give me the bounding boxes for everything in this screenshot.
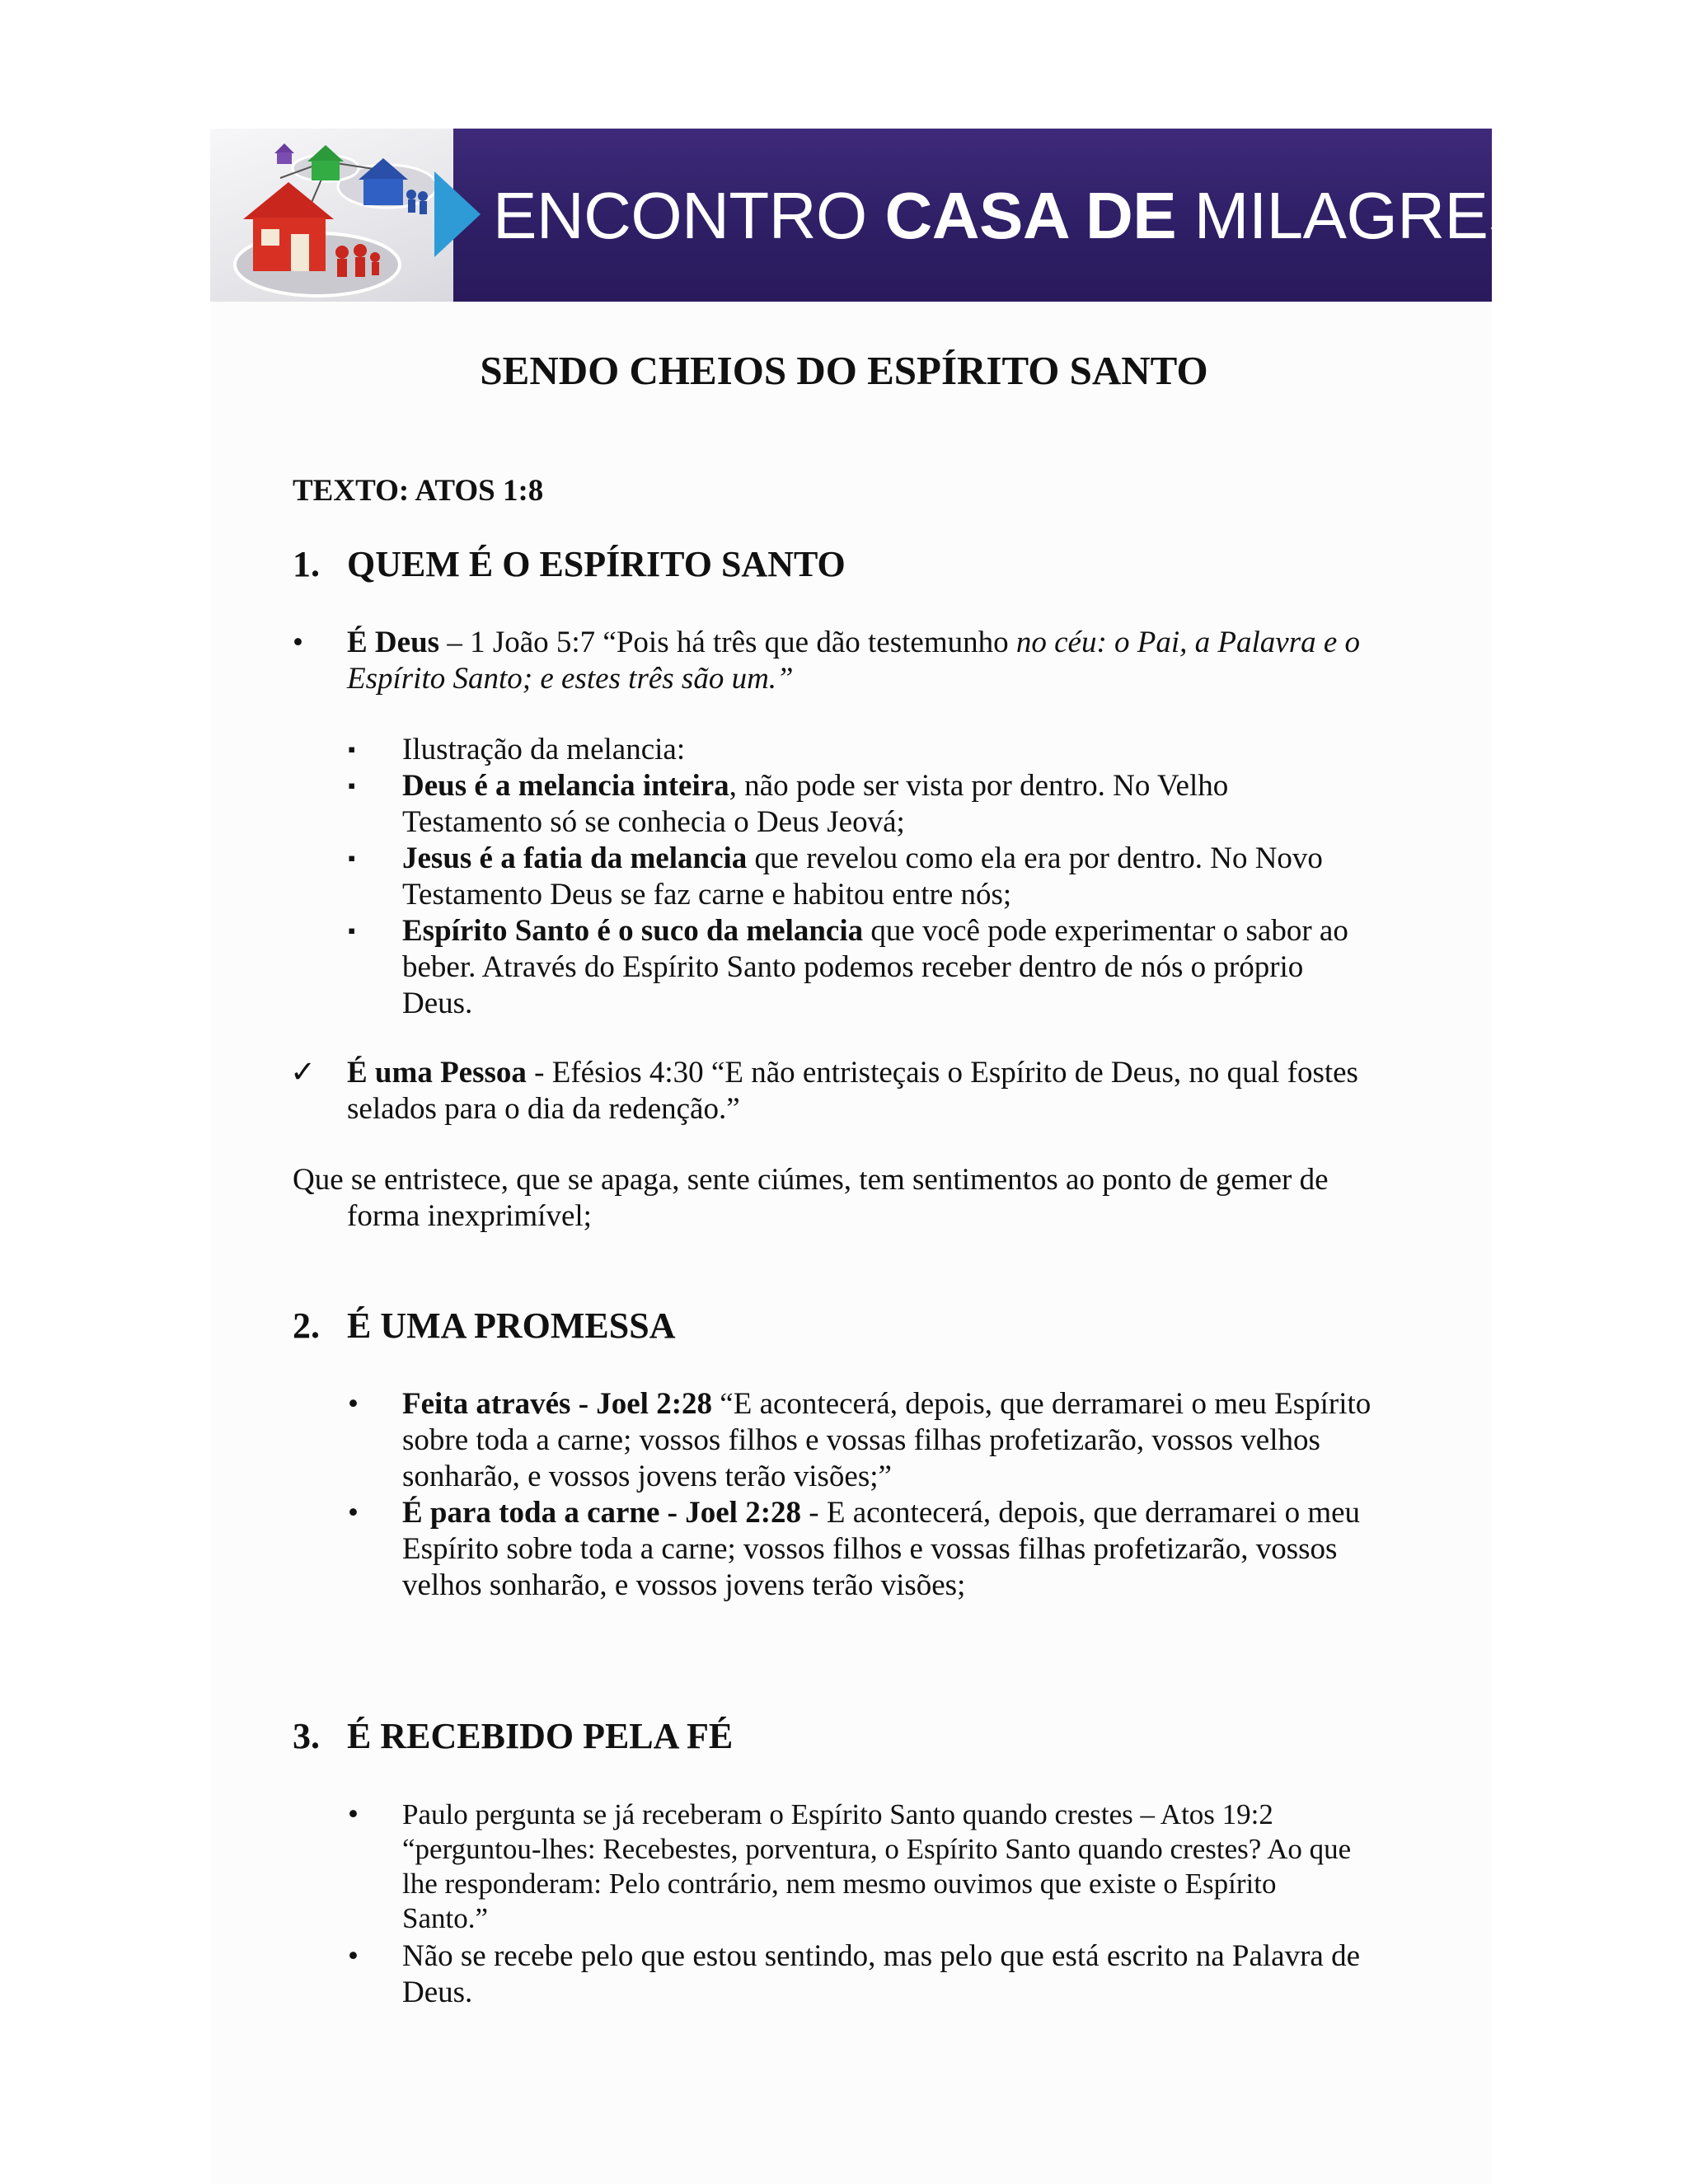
bullet-icon: •	[348, 1797, 359, 1831]
bullet-feita-atraves-cont2: sonharão, e vossos jovens terão visões;”	[402, 1460, 892, 1493]
sub-item-jesus-cont: Testamento Deus se faz carne e habitou entre nós;	[402, 878, 1012, 912]
section-3-heading: 3. É RECEBIDO PELA FÉ	[293, 1716, 734, 1756]
check-item-pessoa-cont: selados para o dia da redenção.”	[347, 1092, 740, 1126]
bullet-icon: •	[348, 1387, 359, 1421]
bullet-nao-se-recebe: Não se recebe pelo que estou sentindo, mas pelo que está escrito na Palavra de	[402, 1939, 1360, 1973]
sub-item-ilustracao: Ilustração da melancia:	[402, 733, 686, 766]
bullet-e-deus-cont: Espírito Santo; e estes três são um.”	[347, 662, 794, 696]
bullet-icon: •	[293, 626, 303, 659]
houses-illustration	[210, 129, 453, 302]
section-1-heading: 1. QUEM É O ESPÍRITO SANTO	[293, 544, 846, 584]
bullet-paulo: Paulo pergunta se já receberam o Espírito Santo quando crestes – Atos 19:2	[402, 1798, 1273, 1830]
square-bullet-icon: ▪	[348, 738, 356, 762]
texto-reference: TEXTO: ATOS 1:8	[293, 474, 544, 508]
bullet-feita-atraves-cont: sobre toda a carne; vossos filhos e vossas filhas profetizarão, vossos velhos	[402, 1423, 1320, 1457]
document-title: SENDO CHEIOS DO ESPÍRITO SANTO	[480, 348, 1208, 393]
section-2-heading: 2. É UMA PROMESSA	[293, 1305, 676, 1346]
header-banner	[210, 129, 1532, 302]
bullet-nao-se-recebe-cont: Deus.	[402, 1975, 473, 2009]
bullet-paulo-cont3: Santo.”	[402, 1902, 489, 1934]
sub-item-jesus: Jesus é a fatia da melancia que revelou como ela era por dentro. No Novo	[402, 841, 1323, 875]
banner-title: ENCONTRO CASA DE MILAGRES	[493, 179, 1532, 252]
sub-item-deus: Deus é a melancia inteira, não pode ser vista por dentro. No Velho	[402, 769, 1229, 803]
sub-item-espirito: Espírito Santo é o suco da melancia que você pode experimentar o sabor ao	[402, 914, 1348, 948]
arrow-icon	[434, 171, 481, 257]
bullet-toda-carne-cont: Espírito sobre toda a carne; vossos filhos e vossas filhas profetizarão, vossos	[402, 1532, 1338, 1566]
sub-item-espirito-cont2: Deus.	[402, 987, 473, 1020]
bullet-icon: •	[348, 1939, 359, 1973]
square-bullet-icon: ▪	[348, 846, 356, 870]
sub-item-deus-cont: Testamento só se conhecia o Deus Jeová;	[402, 805, 905, 839]
bullet-paulo-cont: “perguntou-lhes: Recebestes, porventura, o Espírito Santo quando crestes? Ao que	[402, 1833, 1352, 1865]
check-icon: ✓	[290, 1056, 316, 1090]
square-bullet-icon: ▪	[348, 774, 356, 798]
bullet-feita-atraves: Feita através - Joel 2:28 “E acontecerá, depois, que derramarei o meu Espírito	[402, 1387, 1372, 1421]
bullet-paulo-cont2: lhe responderam: Pelo contrário, nem mesmo ouvimos que existe o Espírito	[402, 1868, 1277, 1900]
bullet-toda-carne: É para toda a carne - Joel 2:28 - E acontecerá, depois, que derramarei o meu	[402, 1496, 1361, 1530]
paragraph-entristece: Que se entristece, que se apaga, sente ciúmes, tem sentimentos ao ponto de gemer de	[293, 1163, 1329, 1197]
paragraph-entristece-cont: forma inexprimível;	[347, 1199, 592, 1233]
sub-item-espirito-cont: beber. Através do Espírito Santo podemos receber dentro de nós o próprio	[402, 950, 1304, 984]
check-item-pessoa: É uma Pessoa - Efésios 4:30 “E não entristeçais o Espírito de Deus, no qual fostes	[347, 1056, 1358, 1090]
bullet-toda-carne-cont2: velhos sonharão, e vossos jovens terão visões;	[402, 1568, 966, 1602]
bullet-e-deus: É Deus – 1 João 5:7 “Pois há três que dão testemunho no céu: o Pai, a Palavra e o	[347, 626, 1361, 659]
bullet-icon: •	[348, 1496, 359, 1530]
square-bullet-icon: ▪	[348, 919, 356, 943]
